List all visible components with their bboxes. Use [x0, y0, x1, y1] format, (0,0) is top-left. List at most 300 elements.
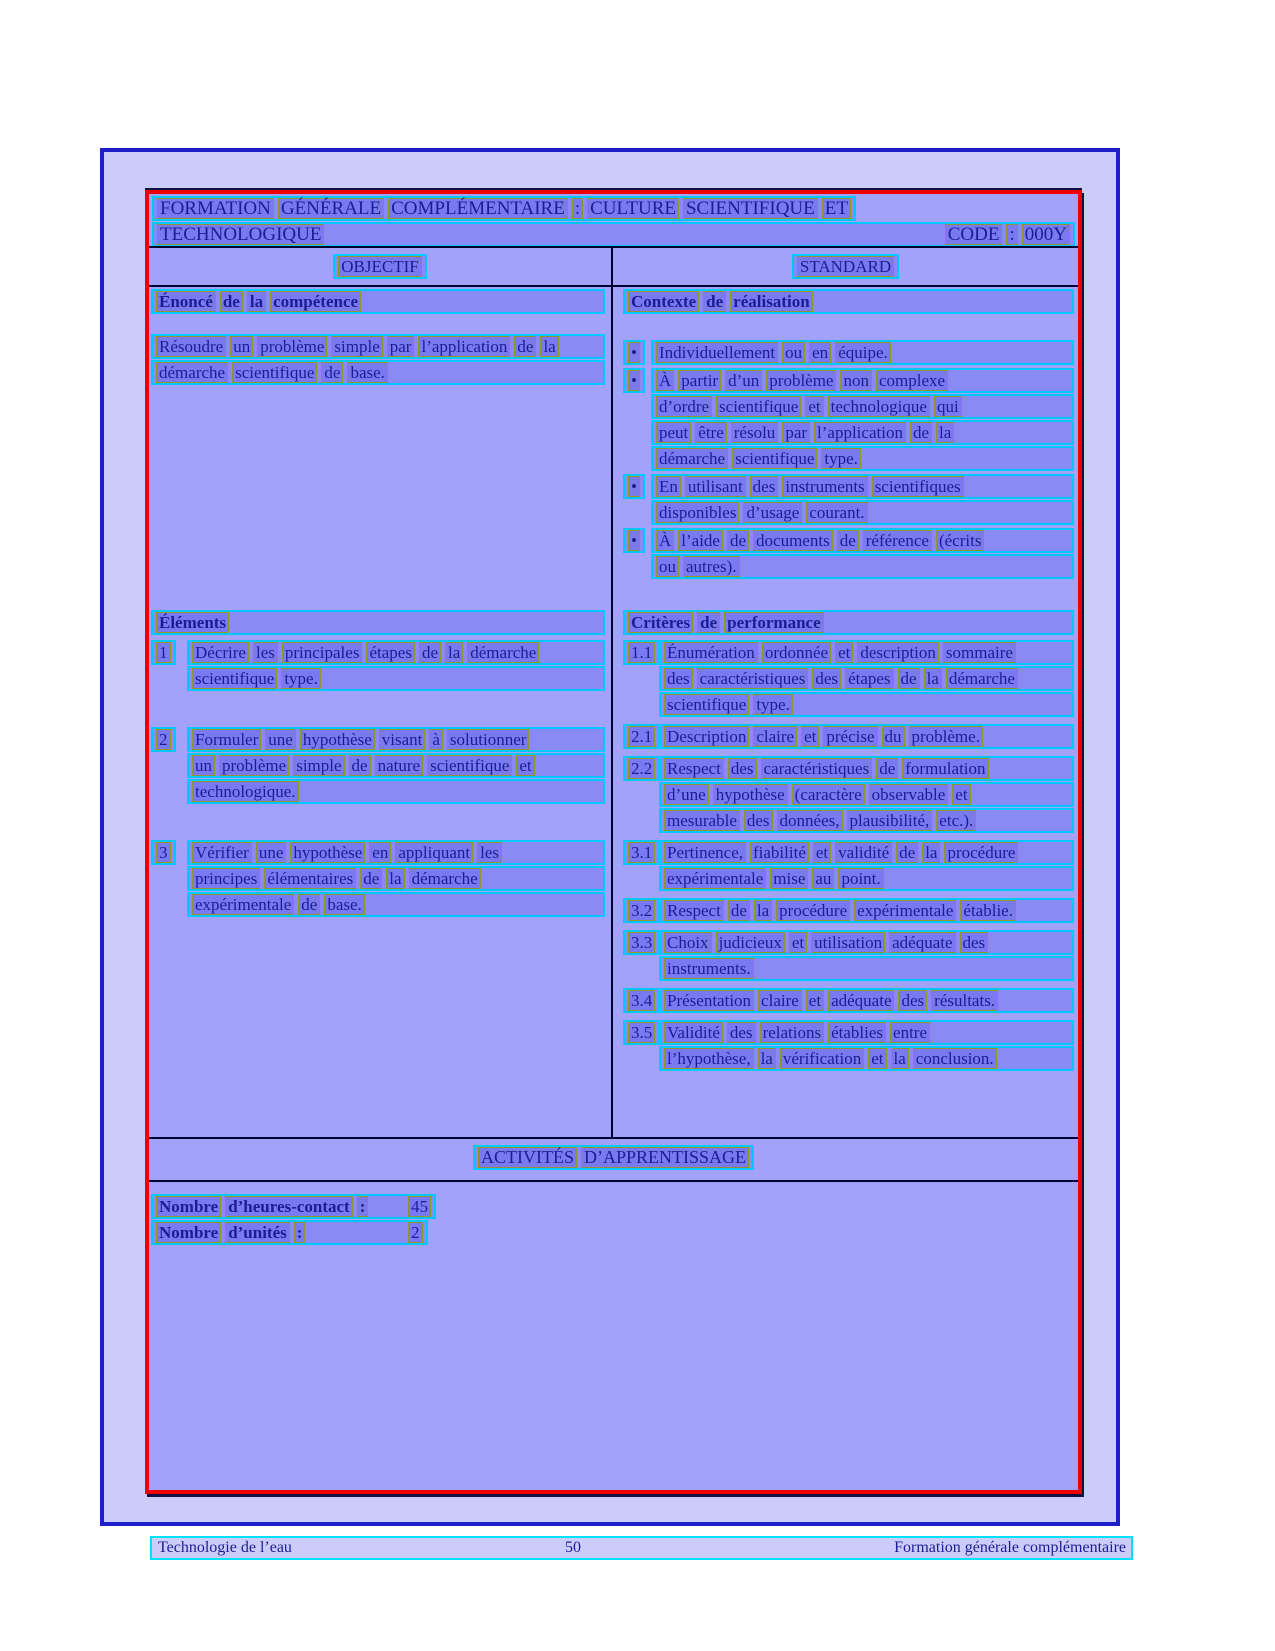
word-box: Vérifier [192, 842, 252, 863]
text-line [151, 360, 605, 385]
text-line [651, 474, 1074, 499]
item-number [623, 1020, 659, 1046]
word-box: 1 [156, 642, 171, 663]
numbered-item [151, 640, 605, 692]
word-box: l’hypothèse, [664, 1048, 754, 1069]
numbered-item [623, 898, 1074, 924]
word-box: de [896, 842, 918, 863]
word-box: de [837, 530, 859, 551]
word-box: de [727, 530, 749, 551]
criteres-heading [623, 610, 1074, 635]
elements-list [151, 640, 605, 918]
word-box: relations [760, 1022, 825, 1043]
word-box: expérimentale [192, 894, 294, 915]
numbered-item [623, 1020, 1074, 1072]
word-box: scientifiques [872, 476, 964, 497]
word-box: de [349, 755, 371, 776]
item-number [623, 640, 659, 666]
word-box: CULTURE [587, 198, 679, 219]
numbered-item [151, 840, 605, 918]
word-box: l’application [418, 336, 510, 357]
hours-row [149, 1180, 1078, 1490]
word-box: élémentaires [264, 868, 356, 889]
item-number [623, 930, 659, 956]
word-box: et [516, 755, 534, 776]
word-box: observable [869, 784, 949, 805]
word-box: utilisant [685, 476, 746, 497]
criteres-list [623, 640, 1074, 1072]
word-box: appliquant [395, 842, 473, 863]
text-line [651, 446, 1074, 471]
word-box: résultats. [931, 990, 998, 1011]
word-box: Formuler [192, 729, 261, 750]
text-line [623, 640, 660, 665]
word-box: des [812, 668, 841, 689]
word-box: Contexte [628, 291, 699, 312]
word-box: peut [656, 422, 691, 443]
word-box: démarche [467, 642, 539, 663]
word-box: • [628, 476, 640, 497]
word-box: mesurable [664, 810, 740, 831]
text-line [659, 666, 1074, 691]
document-title-line1 [152, 196, 856, 221]
text-line [187, 892, 605, 917]
word-box: en [809, 342, 831, 363]
word-box: et [789, 932, 807, 953]
word-box: des [750, 476, 779, 497]
word-box: SCIENTIFIQUE [683, 198, 818, 219]
word-box: solutionner [447, 729, 530, 750]
bullet-item [623, 528, 1074, 580]
word-box: l’aide [678, 530, 723, 551]
word-box: fiabilité [750, 842, 809, 863]
title-spacer [324, 224, 944, 245]
word-box: démarche [409, 868, 481, 889]
hours-label [156, 1196, 408, 1217]
word-box: simple [331, 336, 382, 357]
word-box: 3.1 [628, 842, 655, 863]
word-box: problème [257, 336, 327, 357]
word-box: un [230, 336, 253, 357]
item-number [151, 640, 187, 666]
word-box: performance [724, 612, 823, 633]
item-number [623, 756, 659, 782]
word-box: • [628, 370, 640, 391]
word-box: des [744, 810, 773, 831]
word-box: autres). [683, 556, 740, 577]
word-box: technologique [828, 396, 930, 417]
enonce-cell [149, 287, 613, 608]
enonce-paragraph [151, 334, 605, 385]
word-box: d’heures-contact [225, 1196, 353, 1217]
word-box: la [922, 842, 940, 863]
word-box: sommaire [943, 642, 1016, 663]
word-box: partir [678, 370, 721, 391]
text-line [187, 779, 605, 804]
word-box: les [477, 842, 502, 863]
criteres-cell [613, 608, 1078, 1137]
word-box: procédure [944, 842, 1018, 863]
item-text [659, 898, 1074, 924]
text-line [659, 930, 1074, 955]
item-text [659, 1020, 1074, 1072]
word-box: claire [758, 990, 802, 1011]
text-line [651, 368, 1074, 393]
text-line [187, 840, 605, 865]
word-box: 3.4 [628, 990, 655, 1011]
word-box: instruments [782, 476, 867, 497]
word-box: démarche [656, 448, 728, 469]
word-box: Nombre [156, 1222, 221, 1243]
contexte-heading [623, 289, 1074, 314]
word-box: type. [821, 448, 861, 469]
word-box: de [419, 642, 441, 663]
word-box: visant [379, 729, 426, 750]
text-line [659, 898, 1074, 923]
word-box: de [728, 900, 750, 921]
item-text [651, 528, 1074, 580]
page-frame [100, 148, 1120, 1526]
main-content-row [149, 285, 1078, 1137]
hours-line [151, 1220, 428, 1245]
word-box: résolu [731, 422, 779, 443]
word-box: : [1006, 224, 1017, 245]
word-box: expérimentale [664, 868, 766, 889]
text-line [151, 640, 176, 665]
word-box: scientifique [716, 396, 801, 417]
numbered-item [623, 930, 1074, 982]
item-text [659, 930, 1074, 982]
word-box: 45 [408, 1196, 431, 1217]
word-box: et [813, 842, 831, 863]
word-box: (caractère [792, 784, 865, 805]
word-box: Éléments [156, 612, 229, 633]
text-line [187, 753, 605, 778]
word-box: problème. [909, 726, 983, 747]
text-line [151, 840, 176, 865]
word-box: documents [753, 530, 833, 551]
item-text [187, 640, 605, 692]
word-box: base. [347, 362, 387, 383]
word-box: hypothèse [300, 729, 375, 750]
word-box: et [805, 396, 823, 417]
title-row [149, 194, 1078, 246]
document-table [145, 190, 1082, 1494]
word-box: En [656, 476, 681, 497]
word-box: formulation [902, 758, 988, 779]
word-box: par [782, 422, 810, 443]
word-box: la [924, 668, 942, 689]
word-box: ACTIVITÉS [478, 1147, 577, 1168]
word-box: instruments. [664, 958, 754, 979]
word-box: Respect [664, 900, 724, 921]
word-box: Décrire [192, 642, 249, 663]
word-box: problème [766, 370, 836, 391]
item-text [659, 724, 1074, 750]
numbered-item [623, 988, 1074, 1014]
objectif-header-label [333, 254, 426, 279]
competence-contexte-band [149, 287, 1078, 608]
word-box: de [876, 758, 898, 779]
elements-criteres-band [149, 608, 1078, 1137]
numbered-item [151, 727, 605, 805]
word-box: la [445, 642, 463, 663]
word-box: type. [753, 694, 793, 715]
word-box: étapes [366, 642, 414, 663]
word-box: Validité [664, 1022, 723, 1043]
word-box: une [256, 842, 287, 863]
numbered-item [623, 756, 1074, 834]
word-box: scientifique [664, 694, 749, 715]
elements-heading [151, 610, 605, 635]
standard-column-header [613, 248, 1078, 285]
word-box: des [728, 758, 757, 779]
item-number [151, 727, 187, 753]
word-box: Description [664, 726, 749, 747]
word-box: 2.2 [628, 758, 655, 779]
word-box: de [321, 362, 343, 383]
word-box: la [936, 422, 954, 443]
item-text [659, 640, 1074, 718]
bullet-item [623, 474, 1074, 526]
word-box: la [540, 336, 558, 357]
word-box: 000Y [1022, 224, 1070, 245]
word-box: démarche [156, 362, 228, 383]
word-box: hypothèse [713, 784, 788, 805]
word-box: 2 [408, 1222, 423, 1243]
word-box: procédure [776, 900, 850, 921]
word-box: la [891, 1048, 909, 1069]
word-box: D’APPRENTISSAGE [581, 1147, 749, 1168]
word-box: la [758, 1048, 776, 1069]
word-box: hypothèse [290, 842, 365, 863]
word-box: et [952, 784, 970, 805]
text-line [659, 1020, 1074, 1045]
word-box: référence [863, 530, 932, 551]
item-number [623, 898, 659, 924]
item-text [651, 474, 1074, 526]
word-box: ET [822, 198, 851, 219]
word-box: qui [934, 396, 962, 417]
text-line [659, 840, 1074, 865]
word-box: (écrits [936, 530, 984, 551]
footer-section-name: Formation générale complémentaire [894, 1539, 1126, 1556]
text-line [651, 420, 1074, 445]
word-box: Choix [664, 932, 712, 953]
word-box: Individuellement [656, 342, 778, 363]
text-line [623, 1020, 660, 1045]
item-number [623, 724, 659, 750]
word-box: principes [192, 868, 260, 889]
word-box: au [812, 868, 834, 889]
footer-program-name: Technologie de l’eau [158, 1539, 292, 1556]
word-box: mise [770, 868, 808, 889]
document-title-line2 [152, 222, 1075, 247]
word-box: problème [219, 755, 289, 776]
word-box: de [514, 336, 536, 357]
word-box: : [357, 1196, 369, 1217]
word-box: judicieux [716, 932, 785, 953]
word-box: de [910, 422, 932, 443]
item-number [623, 988, 659, 1014]
text-line [651, 500, 1074, 525]
word-box: réalisation [730, 291, 813, 312]
text-line [659, 640, 1074, 665]
text-line [659, 1046, 1074, 1071]
numbered-item [623, 640, 1074, 718]
word-box: du [882, 726, 905, 747]
text-line [623, 988, 660, 1013]
word-box: 3.2 [628, 900, 655, 921]
word-box: type. [281, 668, 321, 689]
word-box: Énoncé [156, 291, 216, 312]
word-box: simple [293, 755, 344, 776]
word-box: et [806, 990, 824, 1011]
item-number [623, 840, 659, 866]
bullet-item [623, 340, 1074, 366]
text-line [623, 368, 645, 393]
text-line [623, 756, 660, 781]
word-box: point. [838, 868, 883, 889]
word-box: l’application [814, 422, 906, 443]
text-line [651, 394, 1074, 419]
word-box: expérimentale [854, 900, 956, 921]
word-box: la [754, 900, 772, 921]
word-box: étapes [845, 668, 893, 689]
word-box: des [727, 1022, 756, 1043]
item-text [659, 988, 1074, 1014]
word-box: équipe. [835, 342, 891, 363]
word-box: à [429, 729, 443, 750]
enonce-heading [151, 289, 605, 314]
text-line [659, 724, 1074, 749]
word-box: GÉNÉRALE [278, 198, 384, 219]
contexte-cell [613, 287, 1078, 608]
word-box: adéquate [889, 932, 955, 953]
word-box: caractéristiques [761, 758, 873, 779]
word-box: les [253, 642, 278, 663]
text-line [151, 334, 605, 359]
word-box: ou [782, 342, 805, 363]
item-text [651, 340, 1074, 366]
word-box: CODE [945, 224, 1003, 245]
text-line [659, 756, 1074, 781]
word-box: utilisation [811, 932, 885, 953]
text-line [651, 528, 1074, 553]
word-box: de [220, 291, 243, 312]
word-box: et [835, 642, 853, 663]
word-box: de [703, 291, 726, 312]
word-box: OBJECTIF [338, 256, 421, 277]
word-box: principales [282, 642, 363, 663]
word-box: de [298, 894, 320, 915]
numbered-item [623, 840, 1074, 892]
word-box: scientifique [427, 755, 512, 776]
word-box: 1.1 [628, 642, 655, 663]
word-box: d’usage [743, 502, 802, 523]
word-box: Nombre [156, 1196, 221, 1217]
word-box: : [572, 198, 583, 219]
numbered-item [623, 724, 1074, 750]
activities-heading [473, 1145, 754, 1170]
word-box: technologique. [192, 781, 299, 802]
text-line [187, 727, 605, 752]
word-box: STANDARD [797, 256, 894, 277]
word-box: entre [890, 1022, 930, 1043]
objectif-column-header [149, 248, 613, 285]
word-box: conclusion. [913, 1048, 997, 1069]
text-line [659, 808, 1074, 833]
text-line [151, 727, 176, 752]
word-box: base. [324, 894, 364, 915]
column-header-row [149, 246, 1078, 285]
item-text [187, 840, 605, 918]
word-box: • [628, 530, 640, 551]
word-box: et [801, 726, 819, 747]
word-box: description [857, 642, 939, 663]
text-line [187, 640, 605, 665]
word-box: 3.3 [628, 932, 655, 953]
text-line [623, 930, 660, 955]
word-box: À [656, 370, 674, 391]
word-box: d’ordre [656, 396, 712, 417]
word-box: établie. [960, 900, 1016, 921]
word-box: d’un [725, 370, 762, 391]
word-box: ou [656, 556, 679, 577]
word-box: Pertinence, [664, 842, 746, 863]
word-box: plausibilité, [847, 810, 933, 831]
activities-row [149, 1137, 1078, 1180]
text-line [187, 666, 605, 691]
word-box: 3 [156, 842, 171, 863]
word-box: de [360, 868, 382, 889]
word-box: nature [375, 755, 423, 776]
word-box: 2.1 [628, 726, 655, 747]
word-box: de [898, 668, 920, 689]
word-box: et [868, 1048, 886, 1069]
word-box: d’unités [225, 1222, 290, 1243]
word-box: : [294, 1222, 306, 1243]
word-box: • [628, 342, 640, 363]
text-line [623, 724, 660, 749]
text-line [659, 866, 1074, 891]
word-box: non [840, 370, 872, 391]
word-box: de [697, 612, 720, 633]
text-line [623, 840, 660, 865]
document-title-line2-left [157, 224, 324, 245]
text-line [623, 340, 645, 365]
word-box: la [386, 868, 404, 889]
word-box: Présentation [664, 990, 754, 1011]
text-line [623, 898, 660, 923]
page-footer [150, 1536, 1133, 1560]
word-box: scientifique [232, 362, 317, 383]
item-text [659, 840, 1074, 892]
word-box: Énumération [664, 642, 758, 663]
word-box: la [247, 291, 266, 312]
word-box: 2 [156, 729, 171, 750]
word-box: scientifique [192, 668, 277, 689]
word-box: être [695, 422, 726, 443]
word-box: Résoudre [156, 336, 226, 357]
text-line [623, 528, 645, 553]
bullet-marker [623, 368, 651, 394]
word-box: etc.). [936, 810, 976, 831]
bullet-marker [623, 340, 651, 366]
hours-block [151, 1194, 1074, 1245]
word-box: un [192, 755, 215, 776]
word-box: FORMATION [157, 198, 274, 219]
